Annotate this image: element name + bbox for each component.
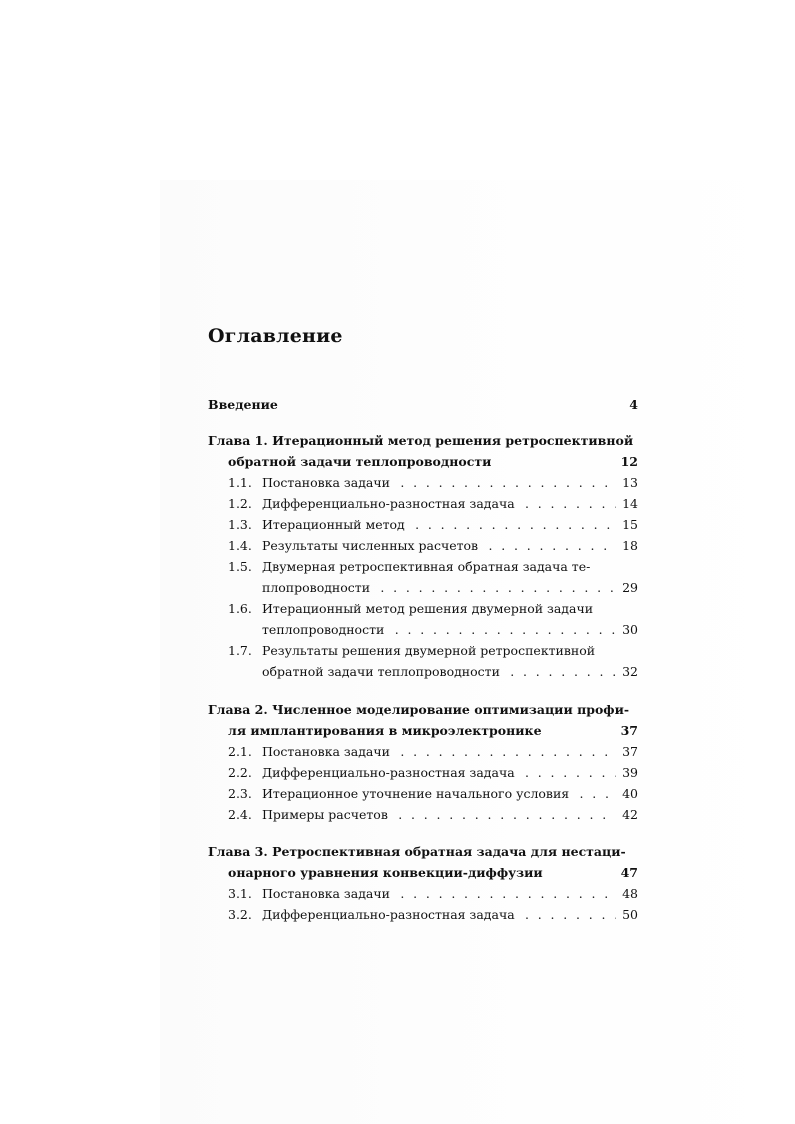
section-page: 14	[622, 496, 638, 511]
chapter-1-line2: обратной задачи теплопроводности	[228, 454, 492, 469]
section-title-line1: Результаты решения двумерной ретроспективной	[262, 643, 596, 658]
section-number: 1.4.	[228, 538, 252, 553]
section-page: 42	[622, 807, 638, 822]
toc-section-1-4[interactable]	[228, 535, 638, 556]
toc-chapter-2-title-line2[interactable]	[228, 720, 638, 741]
toc-section-1-5[interactable]	[228, 556, 638, 577]
toc-section-1-2[interactable]	[228, 493, 638, 514]
section-title: Постановка задачи	[262, 475, 390, 490]
section-title-line2: обратной задачи теплопроводности	[262, 664, 500, 679]
toc-section-1-1[interactable]	[228, 472, 638, 493]
section-title-line2: плопроводности	[262, 580, 371, 595]
toc-chapter-3-title-line2[interactable]	[228, 862, 638, 883]
toc-section-1-3[interactable]	[228, 514, 638, 535]
toc-section-2-3[interactable]	[228, 783, 638, 804]
section-title: Постановка задачи	[262, 886, 390, 901]
section-number: 2.4.	[228, 807, 252, 822]
section-number: 1.5.	[228, 559, 252, 574]
section-page: 50	[622, 907, 638, 922]
section-title: Дифференциально-разностная задача	[262, 496, 515, 511]
section-number: 2.1.	[228, 744, 252, 759]
section-title: Итерационное уточнение начального условия	[262, 786, 570, 801]
section-title-line2: теплопроводности	[262, 622, 385, 637]
chapter-2-line2: ля имплантирования в микроэлектронике	[228, 723, 542, 738]
section-number: 1.1.	[228, 475, 252, 490]
section-title-line1: Итерационный метод решения двумерной задачи	[262, 601, 594, 616]
section-title-line1: Двумерная ретроспективная обратная задача те-	[262, 559, 591, 574]
chapter-1-page: 12	[620, 454, 638, 469]
section-number: 1.2.	[228, 496, 252, 511]
chapter-1-line1: Глава 1. Итерационный метод решения ретроспективной	[208, 433, 634, 448]
section-number: 2.3.	[228, 786, 252, 801]
toc-intro-label: Введение	[208, 397, 278, 412]
toc-intro[interactable]	[208, 394, 638, 415]
page-title: Оглавление	[208, 325, 343, 347]
chapter-2-line1: Глава 2. Численное моделирование оптимизации профи-	[208, 702, 630, 717]
section-page: 32	[622, 664, 638, 679]
section-page: 39	[622, 765, 638, 780]
toc-section-2-1[interactable]	[228, 741, 638, 762]
toc-intro-page: 4	[629, 397, 638, 412]
section-page: 29	[622, 580, 638, 595]
section-page: 37	[622, 744, 638, 759]
chapter-3-page: 47	[620, 865, 638, 880]
toc-section-1-7[interactable]	[228, 640, 638, 661]
section-page: 13	[622, 475, 638, 490]
section-page: 40	[622, 786, 638, 801]
toc-chapter-2-title-line1[interactable]	[208, 699, 638, 720]
section-page: 18	[622, 538, 638, 553]
section-title: Дифференциально-разностная задача	[262, 907, 515, 922]
section-page: 15	[622, 517, 638, 532]
toc-section-2-2[interactable]	[228, 762, 638, 783]
section-title: Постановка задачи	[262, 744, 390, 759]
chapter-3-line1: Глава 3. Ретроспективная обратная задача для нестаци-	[208, 844, 626, 859]
chapter-3-line2: онарного уравнения конвекции-диффузии	[228, 865, 543, 880]
toc-section-1-6[interactable]	[228, 598, 638, 619]
section-page: 30	[622, 622, 638, 637]
toc-chapter-1-title-line1[interactable]	[208, 430, 638, 451]
toc-section-3-1[interactable]	[228, 883, 638, 904]
section-title: Итерационный метод	[262, 517, 405, 532]
chapter-2-page: 37	[620, 723, 638, 738]
toc-chapter-1-title-line2[interactable]	[228, 451, 638, 472]
section-page: 48	[622, 886, 638, 901]
section-number: 2.2.	[228, 765, 252, 780]
section-number: 1.7.	[228, 643, 252, 658]
section-title: Результаты численных расчетов	[262, 538, 479, 553]
toc-chapter-3-title-line1[interactable]	[208, 841, 638, 862]
section-number: 1.6.	[228, 601, 252, 616]
section-number: 3.2.	[228, 907, 252, 922]
toc-section-3-2[interactable]	[228, 904, 638, 925]
section-title: Дифференциально-разностная задача	[262, 765, 515, 780]
toc-section-2-4[interactable]	[228, 804, 638, 825]
section-number: 3.1.	[228, 886, 252, 901]
toc-page	[208, 0, 638, 1124]
section-title: Примеры расчетов	[262, 807, 388, 822]
section-number: 1.3.	[228, 517, 252, 532]
